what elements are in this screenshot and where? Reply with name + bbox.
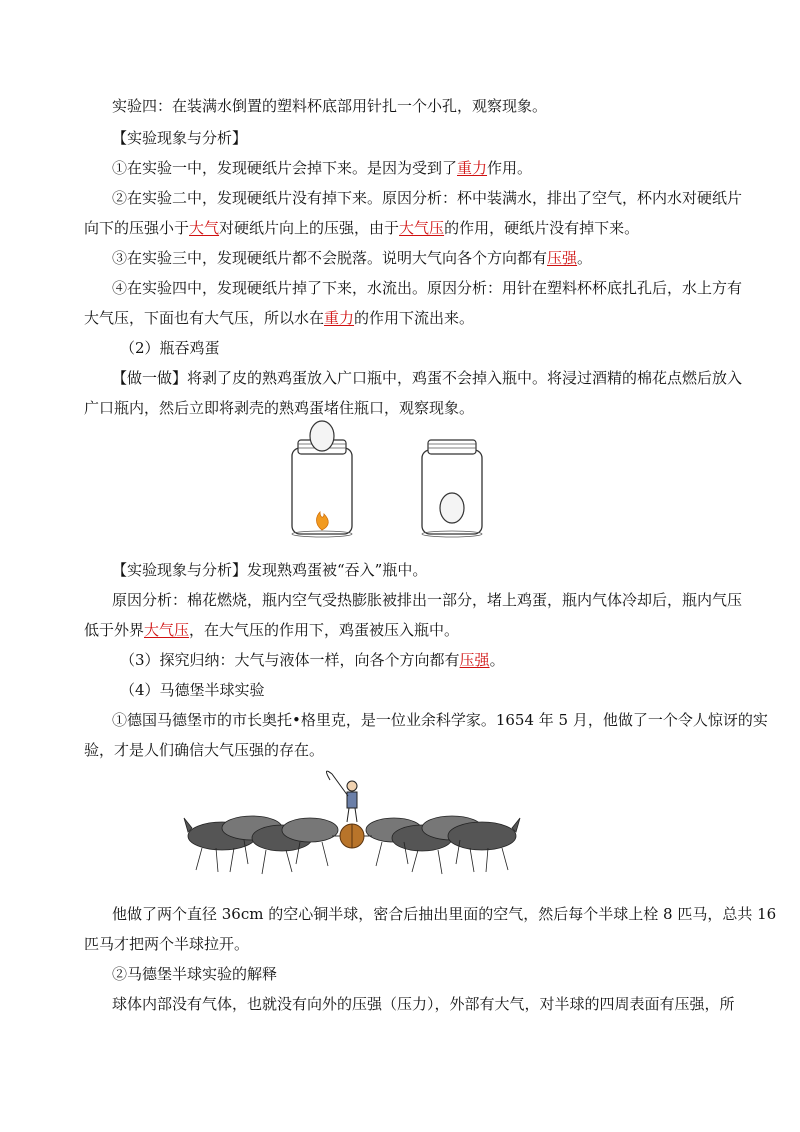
flame-icon [317,512,329,530]
man-with-whip [326,771,357,822]
answer-blank: 压强 [459,651,490,669]
answer-blank: 重力 [457,159,488,177]
text-line: 低于外界大气压，在大气压的作用下，鸡蛋被压入瓶中。 [84,621,460,639]
text-line: 【做一做】将剥了皮的熟鸡蛋放入广口瓶中，鸡蛋不会掉入瓶中。将浸过酒精的棉花点燃后放入 [112,369,743,387]
egg-icon [440,493,464,523]
right-jar [422,440,482,537]
hemispheres [332,824,372,848]
section-heading: 【实验现象与分析】发现熟鸡蛋被“吞入”瓶中。 [112,561,428,579]
text-line: ①德国马德堡市的市长奥托•格里克，是一位业余科学家。1654 年 5 月，他做了一个令人惊讶的实 [112,711,768,729]
answer-blank: 重力 [324,309,355,327]
subsection-heading: （2）瓶吞鸡蛋 [120,339,220,357]
answer-blank: 压强 [547,249,578,267]
text-line: 实验四：在装满水倒置的塑料杯底部用针扎一个小孔，观察现象。 [112,97,548,115]
text-line: 球体内部没有气体，也就没有向外的压强（压力），外部有大气，对半球的四周表面有压强，所 [112,995,735,1013]
text-line: 验，才是人们确信大气压强的存在。 [84,741,325,759]
answer-blank: 大气压 [144,621,190,639]
magdeburg-hemispheres-figure [182,766,522,884]
egg-icon [310,421,334,451]
text-line: 他做了两个直径 36cm 的空心铜半球，密合后抽出里面的空气，然后每个半球上栓 8 匹马，总共 16 [112,905,777,923]
answer-blank: 大气压 [399,219,445,237]
text-line: ③在实验三中，发现硬纸片都不会脱落。说明大气向各个方向都有压强。 [112,249,593,267]
egg-in-bottle-figure [290,420,510,538]
section-heading: 【实验现象与分析】 [112,129,248,147]
answer-blank: 大气 [189,219,220,237]
subsection-heading: ②马德堡半球实验的解释 [112,965,278,983]
text-line: 匹马才把两个半球拉开。 [84,935,250,953]
left-horse-team [184,816,338,874]
text-line: 广口瓶内，然后立即将剥壳的熟鸡蛋堵住瓶口，观察现象。 [84,399,475,417]
subsection-heading: （4）马德堡半球实验 [120,681,265,699]
left-jar [292,421,352,537]
text-line: 向下的压强小于大气对硬纸片向上的压强，由于大气压的作用，硬纸片没有掉下来。 [84,219,640,237]
right-horse-team [366,816,520,874]
text-line: ②在实验二中，发现硬纸片没有掉下来。原因分析：杯中装满水，排出了空气，杯内水对硬纸片 [112,189,743,207]
text-line: ①在实验一中，发现硬纸片会掉下来。是因为受到了重力作用。 [112,159,533,177]
text-line: （3）探究归纳：大气与液体一样，向各个方向都有压强。 [120,651,505,669]
text-line: ④在实验四中，发现硬纸片掉了下来，水流出。原因分析：用针在塑料杯杯底扎孔后，水上方有 [112,279,743,297]
text-line: 大气压，下面也有大气压，所以水在重力的作用下流出来。 [84,309,475,327]
text-line: 原因分析：棉花燃烧，瓶内空气受热膨胀被排出一部分，堵上鸡蛋，瓶内气体冷却后，瓶内气压 [112,591,743,609]
